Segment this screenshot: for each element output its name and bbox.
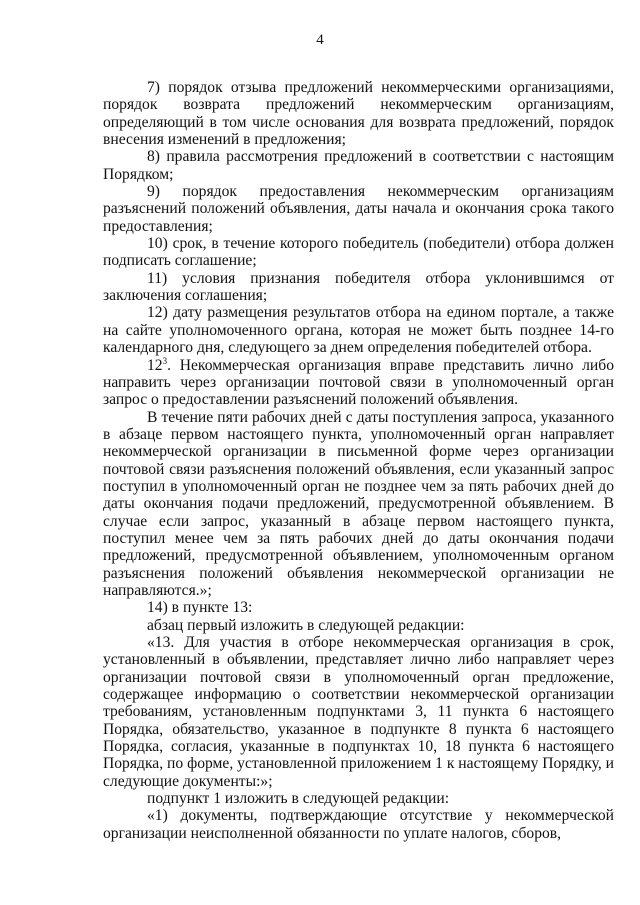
paragraph-subitem-1-edit: подпункт 1 изложить в следующей редакции: [147,790,450,808]
paragraph-clarification-term: В течение пяти рабочих дней с даты поступления запроса, указанного в абзаце первом настоящего пункта, уполномоченный орган направляет некоммерческой организации в письменной форме через организации почтовой связи разъяснения положений объявления, если указанный запрос поступил в уполномоченный орган не позднее чем за пять рабочих дней до даты окончания подачи предложений, предусмотренной объявлением. В случае если запрос, указанный в абзаце первом настоящего пункта, поступил менее чем за пять рабочих дней до даты окончания подачи предложений, предусмотренной объявлением, уполномоченным органом разъяснения положений объявления некоммерческой организации не направляются.»; [103,408,614,599]
paragraph-item-10: 10) срок, в течение которого победитель (победители) отбора должен подписать соглашение; [103,235,614,270]
clause-superscript: 3 [162,355,168,366]
paragraph-item-9: 9) порядок предоставления некоммерческим организациям разъяснений положений объявления, даты начала и окончания срока такого предоставления; [103,183,614,235]
clause-number: 12 [147,356,163,374]
paragraph-subitem-1: «1) документы, подтверждающие отсутствие у некоммерческой организации неисполненной обязанности по уплате налогов, сборов, [103,807,614,842]
paragraph-first-paragraph-edit: абзац первый изложить в следующей редакции: [147,616,465,634]
clause-text: . Некоммерческая организация вправе представить лично либо направить через организации почтовой связи в уполномоченный орган запрос о предоставлении разъяснений положений объявления. [103,356,614,409]
page-number: 4 [316,32,324,48]
paragraph-clause-12-3 [103,357,614,409]
paragraph-item-14: 14) в пункте 13: [147,599,253,617]
paragraph-item-11: 11) условия признания победителя отбора уклонившимся от заключения соглашения; [103,269,614,305]
paragraph-item-12: 12) дату размещения результатов отбора на едином портале, а также на сайте уполномоченного органа, которая не может быть позднее 14-го календарного дня, следующего за днем определения победителей отбора. [103,304,614,357]
paragraph-item-8: 8) правила рассмотрения предложений в соответствии с настоящим Порядком; [103,148,614,183]
document-body [103,79,614,842]
paragraph-clause-13: «13. Для участия в отборе некоммерческая организация в срок, установленный в объявлении, представляет лично либо направляет через организации почтовой связи в уполномоченный орган предложение, содержащее информацию о соответствии некоммерческой организации требованиям, установленным подпунктами 3, 11 пункта 6 настоящего Порядка, обязательство, указанное в подпункте 8 пункта 6 настоящего Порядка, согласия, указанные в подпунктах 10, 18 пункта 6 настоящего Порядка, по форме, установленной приложением 1 к настоящему Порядку, и следующие документы:»; [103,634,614,790]
paragraph-item-7: 7) порядок отзыва предложений некоммерческими организациями, порядок возврата предложений некоммерческим организациям, определяющий в том числе основания для возврата предложений, порядок внесения изменений в предложения; [103,79,614,149]
